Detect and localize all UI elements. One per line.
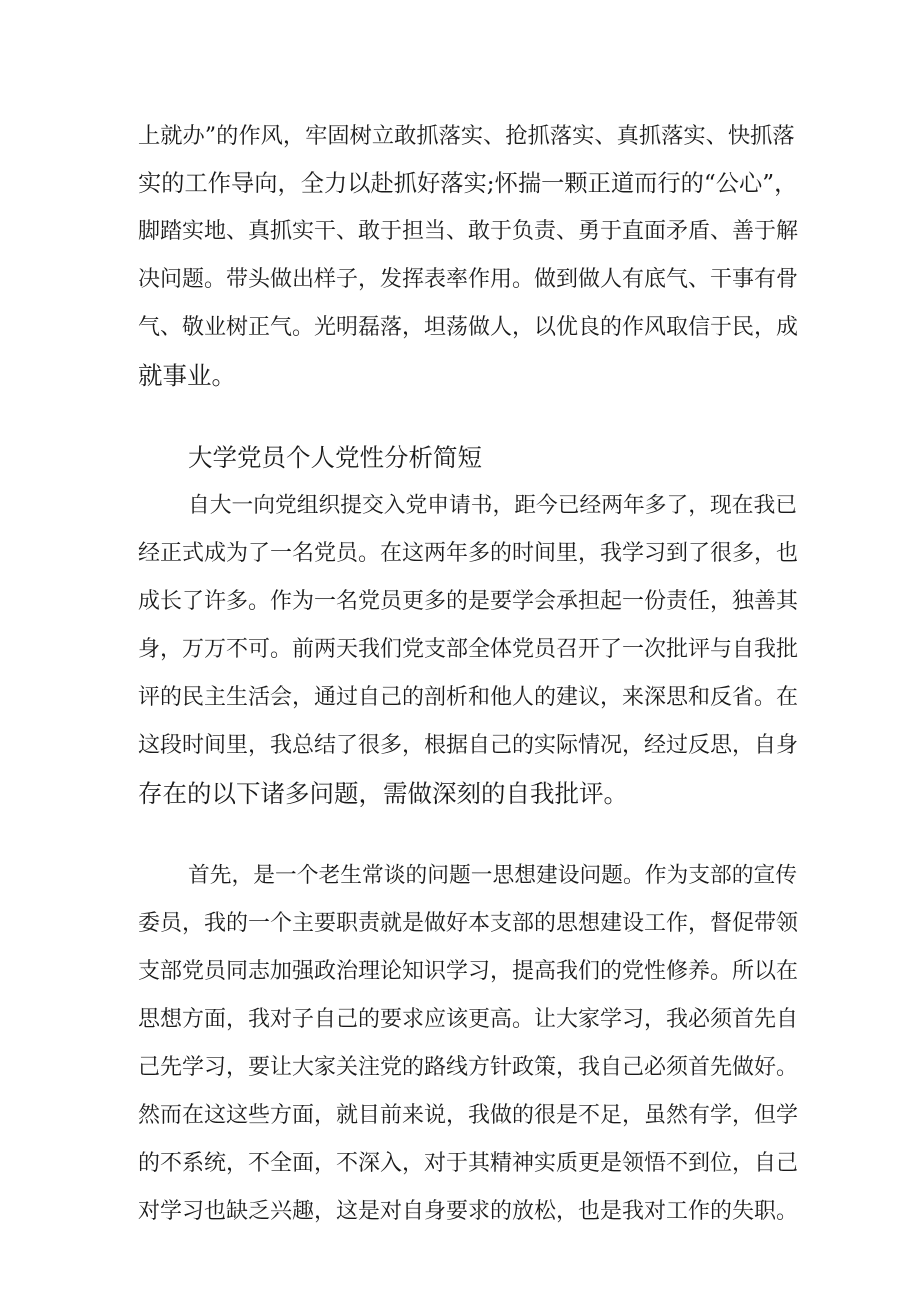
para2-line: 存在的以下诸多问题，需做深刻的自我批评。	[138, 779, 628, 808]
para3-line: 对学习也缺乏兴趣，这是对自身要求的放松，也是我对工作的失职。	[138, 1199, 799, 1224]
para1-line: 脚踏实地、真抓实干、敢于担当、敢于负责、勇于直面矛盾、善于解	[138, 219, 799, 244]
para2-line: 这段时间里，我总结了很多，根据自己的实际情况，经过反思，自身	[138, 733, 799, 758]
para1-line: 就事业。	[138, 361, 236, 390]
para2-line: 身，万万不可。前两天我们党支部全体党员召开了一次批评与自我批	[138, 637, 799, 662]
para3-line: 支部党员同志加强政治理论知识学习，提高我们的党性修养。所以在	[138, 959, 799, 984]
para2-line: 成长了许多。作为一名党员更多的是要学会承担起一份责任，独善其	[138, 589, 799, 614]
para3-line: 思想方面，我对子自己的要求应该更高。让大家学习，我必须首先自	[138, 1007, 799, 1032]
para1-line: 实的工作导向，全力以赴抓好落实;怀揣一颗正道而行的“公心”，	[138, 170, 798, 197]
para2-line: 评的民主生活会，通过自己的剖析和他人的建议，来深思和反省。在	[138, 685, 799, 710]
para3-line: 己先学习，要让大家关注党的路线方针政策，我自己必须首先做好。	[138, 1055, 799, 1080]
para3-line: 委员，我的一个主要职责就是做好本支部的思想建设工作，督促带领	[138, 911, 799, 936]
para1-line: 上就办”的作风，牢固树立敢抓落实、抢抓落实、真抓落实、快抓落	[138, 123, 795, 149]
para3-line: 首先，是一个老生常谈的问题一思想建设问题。作为支部的宣传	[188, 863, 797, 888]
para3-line: 然而在这这些方面，就目前来说，我做的很是不足，虽然有学，但学	[138, 1103, 799, 1128]
para2-line: 经正式成为了一名党员。在这两年多的时间里，我学习到了很多，也	[138, 541, 799, 566]
para1-line: 气、敬业树正气。光明磊落，坦荡做人，以优良的作风取信于民，成	[138, 315, 799, 340]
section-heading: 大学党员个人党性分析简短	[188, 443, 482, 472]
para2-line: 自大一向党组织提交入党申请书，距今已经两年多了，现在我已	[188, 493, 797, 518]
para1-line: 决问题。带头做出样子，发挥表率作用。做到做人有底气、干事有骨	[138, 267, 799, 292]
para3-line: 的不系统，不全面，不深入，对于其精神实质更是领悟不到位，自己	[138, 1151, 799, 1176]
